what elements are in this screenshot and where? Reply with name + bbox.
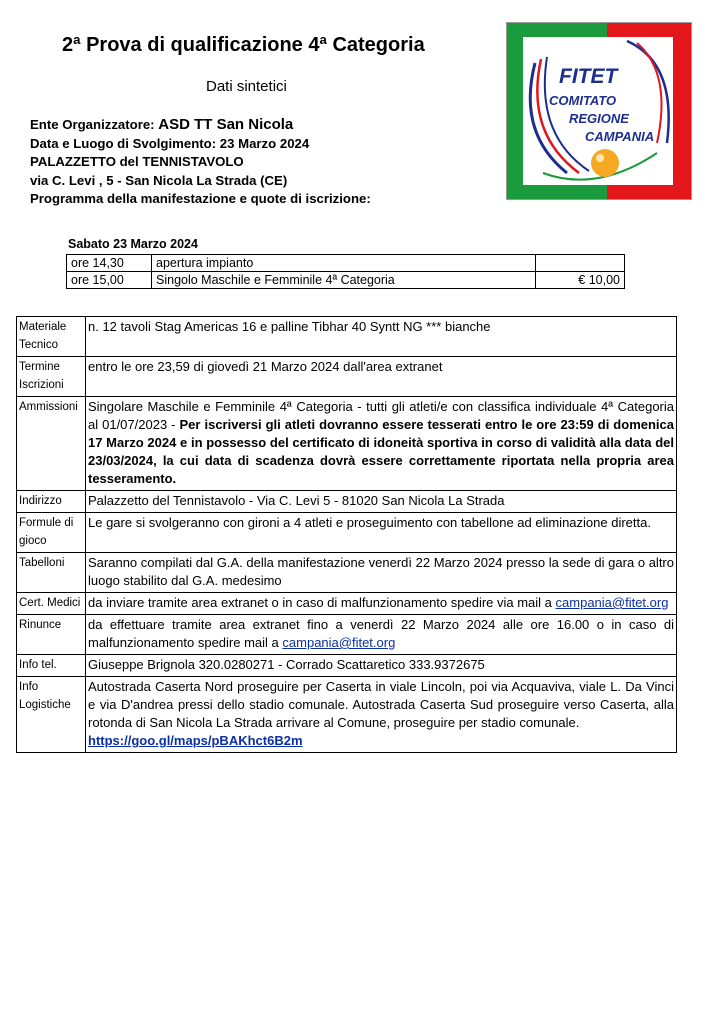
schedule-fee <box>536 255 625 272</box>
label-info-tel: Info tel. <box>17 655 86 677</box>
program-heading: Programma della manifestazione e quote di iscrizione: <box>30 191 371 206</box>
cert-email-link[interactable]: campania@fitet.org <box>555 595 669 610</box>
label-materiale: Materiale Tecnico <box>17 317 86 357</box>
organizer-value: ASD TT San Nicola <box>158 116 294 133</box>
fitet-campania-logo <box>506 22 692 200</box>
value-termine: entro le ore 23,59 di giovedì 21 Marzo 2024 dall'area extranet <box>86 357 677 397</box>
label-info-logistiche: Info Logistiche <box>17 677 86 753</box>
row-info-logistiche <box>17 677 677 753</box>
details-table <box>16 316 677 753</box>
organizer-line <box>30 116 371 135</box>
value-info-tel: Giuseppe Brignola 320.0280271 - Corrado Scattaretico 333.9372675 <box>86 655 677 677</box>
value-rinunce <box>86 615 677 655</box>
schedule-time: ore 15,00 <box>67 272 152 289</box>
value-tabelloni: Saranno compilati dal G.A. della manifestazione venerdì 22 Marzo 2024 presso la sede di gara o altro luogo stabilito dal G.A. medesimo <box>86 553 677 593</box>
maps-link[interactable]: https://goo.gl/maps/pBAKhct6B2m <box>88 733 303 748</box>
logo-line2-text: REGIONE <box>569 111 629 126</box>
schedule-row <box>67 255 625 272</box>
schedule-description: Singolo Maschile e Femminile 4ª Categoria <box>152 272 536 289</box>
date-place-line: Data e Luogo di Svolgimento: 23 Marzo 2024 <box>30 135 310 151</box>
row-rinunce <box>17 615 677 655</box>
schedule-table <box>66 254 625 289</box>
schedule-date: Sabato 23 Marzo 2024 <box>68 237 198 251</box>
ball-icon <box>591 149 619 177</box>
schedule-fee: € 10,00 <box>536 272 625 289</box>
logo-line3-text: CAMPANIA <box>585 129 655 144</box>
row-tabelloni <box>17 553 677 593</box>
row-termine <box>17 357 677 397</box>
logo-red-band <box>673 23 691 199</box>
page-title: 2ª Prova di qualificazione 4ª Categoria <box>62 34 425 56</box>
ammissioni-text: Singolare Maschile e Femminile 4ª Categoria - tutti gli atleti/e con classifica individuale 4ª Categoria al 01/07/2023 - <box>88 399 674 432</box>
ammissioni-bold-text: Per iscriversi gli atleti dovranno essere tesserati entro le ore 23:59 di domenica 17 Marzo 2024 e in possesso del certificato di idoneità sportiva in corso di validità alla data del 23/03/2024, la cui data di scadenza dovrà essere correttamente riportata nella propria area tesseramento. <box>88 417 674 486</box>
label-ammissioni: Ammissioni <box>17 397 86 491</box>
venue-line: PALAZZETTO del TENNISTAVOLO <box>30 154 244 169</box>
address-line: via C. Levi , 5 - San Nicola La Strada (CE) <box>30 172 288 188</box>
page-subtitle: Dati sintetici <box>206 78 287 95</box>
value-cert-medici <box>86 593 677 615</box>
value-ammissioni <box>86 397 677 491</box>
value-indirizzo: Palazzetto del Tennistavolo - Via C. Levi 5 - 81020 San Nicola La Strada <box>86 491 677 513</box>
cert-text: da inviare tramite area extranet o in caso di malfunzionamento spedire via mail a <box>88 595 552 610</box>
label-formule: Formule di gioco <box>17 513 86 553</box>
label-indirizzo: Indirizzo <box>17 491 86 513</box>
rinunce-email-link[interactable]: campania@fitet.org <box>282 635 396 650</box>
organizer-label: Ente Organizzatore: <box>30 117 155 132</box>
row-materiale <box>17 317 677 357</box>
row-info-tel <box>17 655 677 677</box>
label-cert-medici: Cert. Medici <box>17 593 86 615</box>
row-ammissioni <box>17 397 677 491</box>
value-materiale: n. 12 tavoli Stag Americas 16 e palline Tibhar 40 Syntt NG *** bianche <box>86 317 677 357</box>
logo-line1-text: COMITATO <box>549 93 617 108</box>
label-termine: Termine Iscrizioni <box>17 357 86 397</box>
label-rinunce: Rinunce <box>17 615 86 655</box>
logo-green-band <box>507 23 523 199</box>
logo-fitet-text: FITET <box>559 65 618 88</box>
logistiche-text: Autostrada Caserta Nord proseguire per Caserta in viale Lincoln, poi via Acquaviva, viale L. Da Vinci e via D'andrea pressi dello stadio comunale. Autostrada Caserta Sud proseguire verso Caserta, alla rotonda di San Nicola La Strada arrivare al Comune, proseguire per stadio comunale. <box>88 679 674 730</box>
logo-graphic <box>507 23 691 199</box>
row-formule <box>17 513 677 553</box>
schedule-time: ore 14,30 <box>67 255 152 272</box>
row-cert-medici <box>17 593 677 615</box>
value-info-logistiche <box>86 677 677 753</box>
schedule-description: apertura impianto <box>152 255 536 272</box>
row-indirizzo <box>17 491 677 513</box>
event-info <box>30 116 371 209</box>
value-formule: Le gare si svolgeranno con gironi a 4 atleti e proseguimento con tabellone ad eliminazione diretta. <box>86 513 677 553</box>
label-tabelloni: Tabelloni <box>17 553 86 593</box>
schedule-row <box>67 272 625 289</box>
rinunce-text: da effettuare tramite area extranet fino a venerdì 22 Marzo 2024 alle ore 16.00 o in caso di malfunzionamento spedire mail a <box>88 617 674 650</box>
